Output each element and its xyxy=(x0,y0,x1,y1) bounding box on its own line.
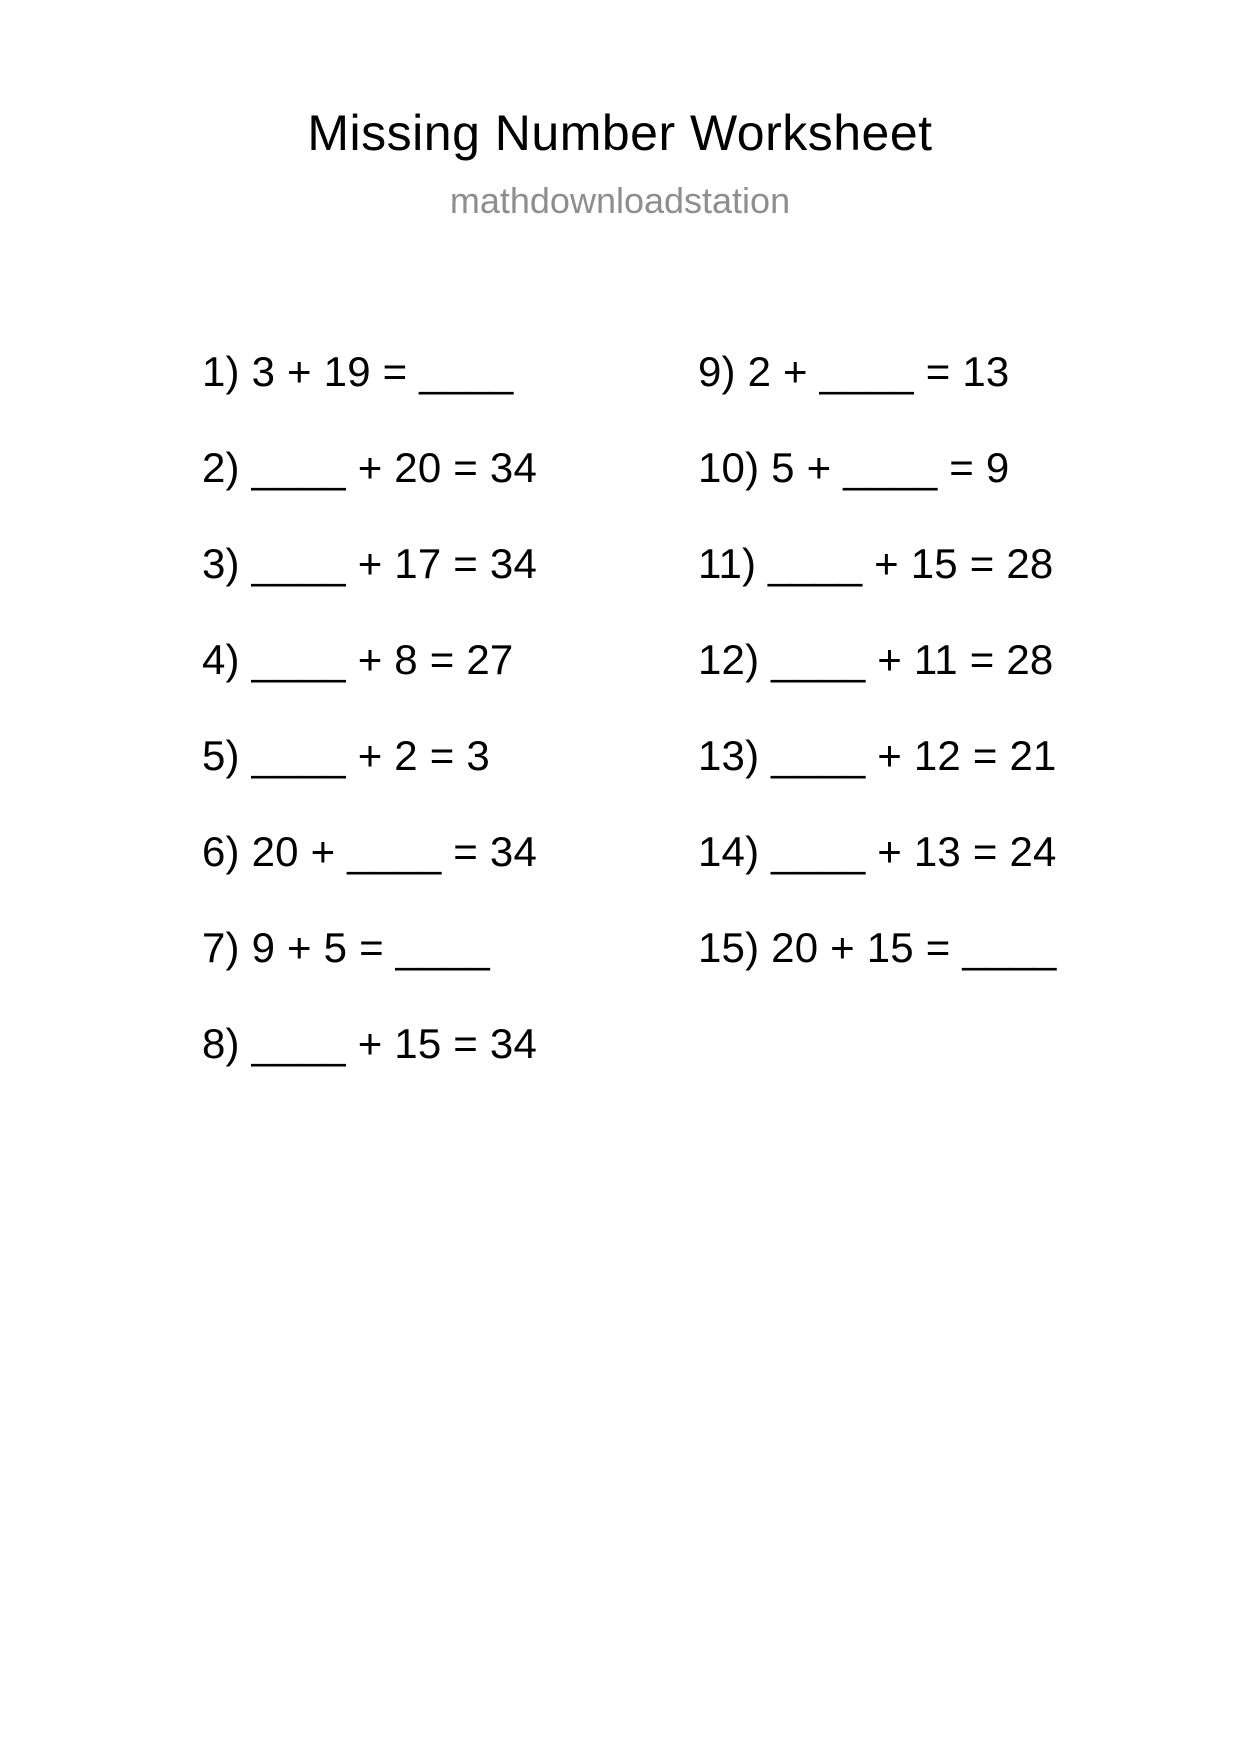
problem-9: 9) 2 + ____ = 13 xyxy=(698,348,1010,395)
problem-5: 5) ____ + 2 = 3 xyxy=(202,732,490,779)
problem-10: 10) 5 + ____ = 9 xyxy=(698,444,1010,491)
problem-14: 14) ____ + 13 = 24 xyxy=(698,828,1057,875)
problem-8: 8) ____ + 15 = 34 xyxy=(202,1020,538,1067)
problem-2: 2) ____ + 20 = 34 xyxy=(202,444,538,491)
problem-4: 4) ____ + 8 = 27 xyxy=(202,636,514,683)
problem-15: 15) 20 + 15 = ____ xyxy=(698,924,1057,971)
problem-6: 6) 20 + ____ = 34 xyxy=(202,828,538,875)
problems-column-left xyxy=(202,324,672,1092)
problem-12: 12) ____ + 11 = 28 xyxy=(698,636,1054,683)
problem-3: 3) ____ + 17 = 34 xyxy=(202,540,538,587)
problem-11: 11) ____ + 15 = 28 xyxy=(698,540,1054,587)
problem-7: 7) 9 + 5 = ____ xyxy=(202,924,490,971)
problem-13: 13) ____ + 12 = 21 xyxy=(698,732,1057,779)
problems-column-right xyxy=(698,324,1168,996)
worksheet-subtitle-brand: mathdownloadstation xyxy=(449,180,791,221)
worksheet-title: Missing Number Worksheet xyxy=(307,105,933,161)
problem-1: 1) 3 + 19 = ____ xyxy=(202,348,514,395)
